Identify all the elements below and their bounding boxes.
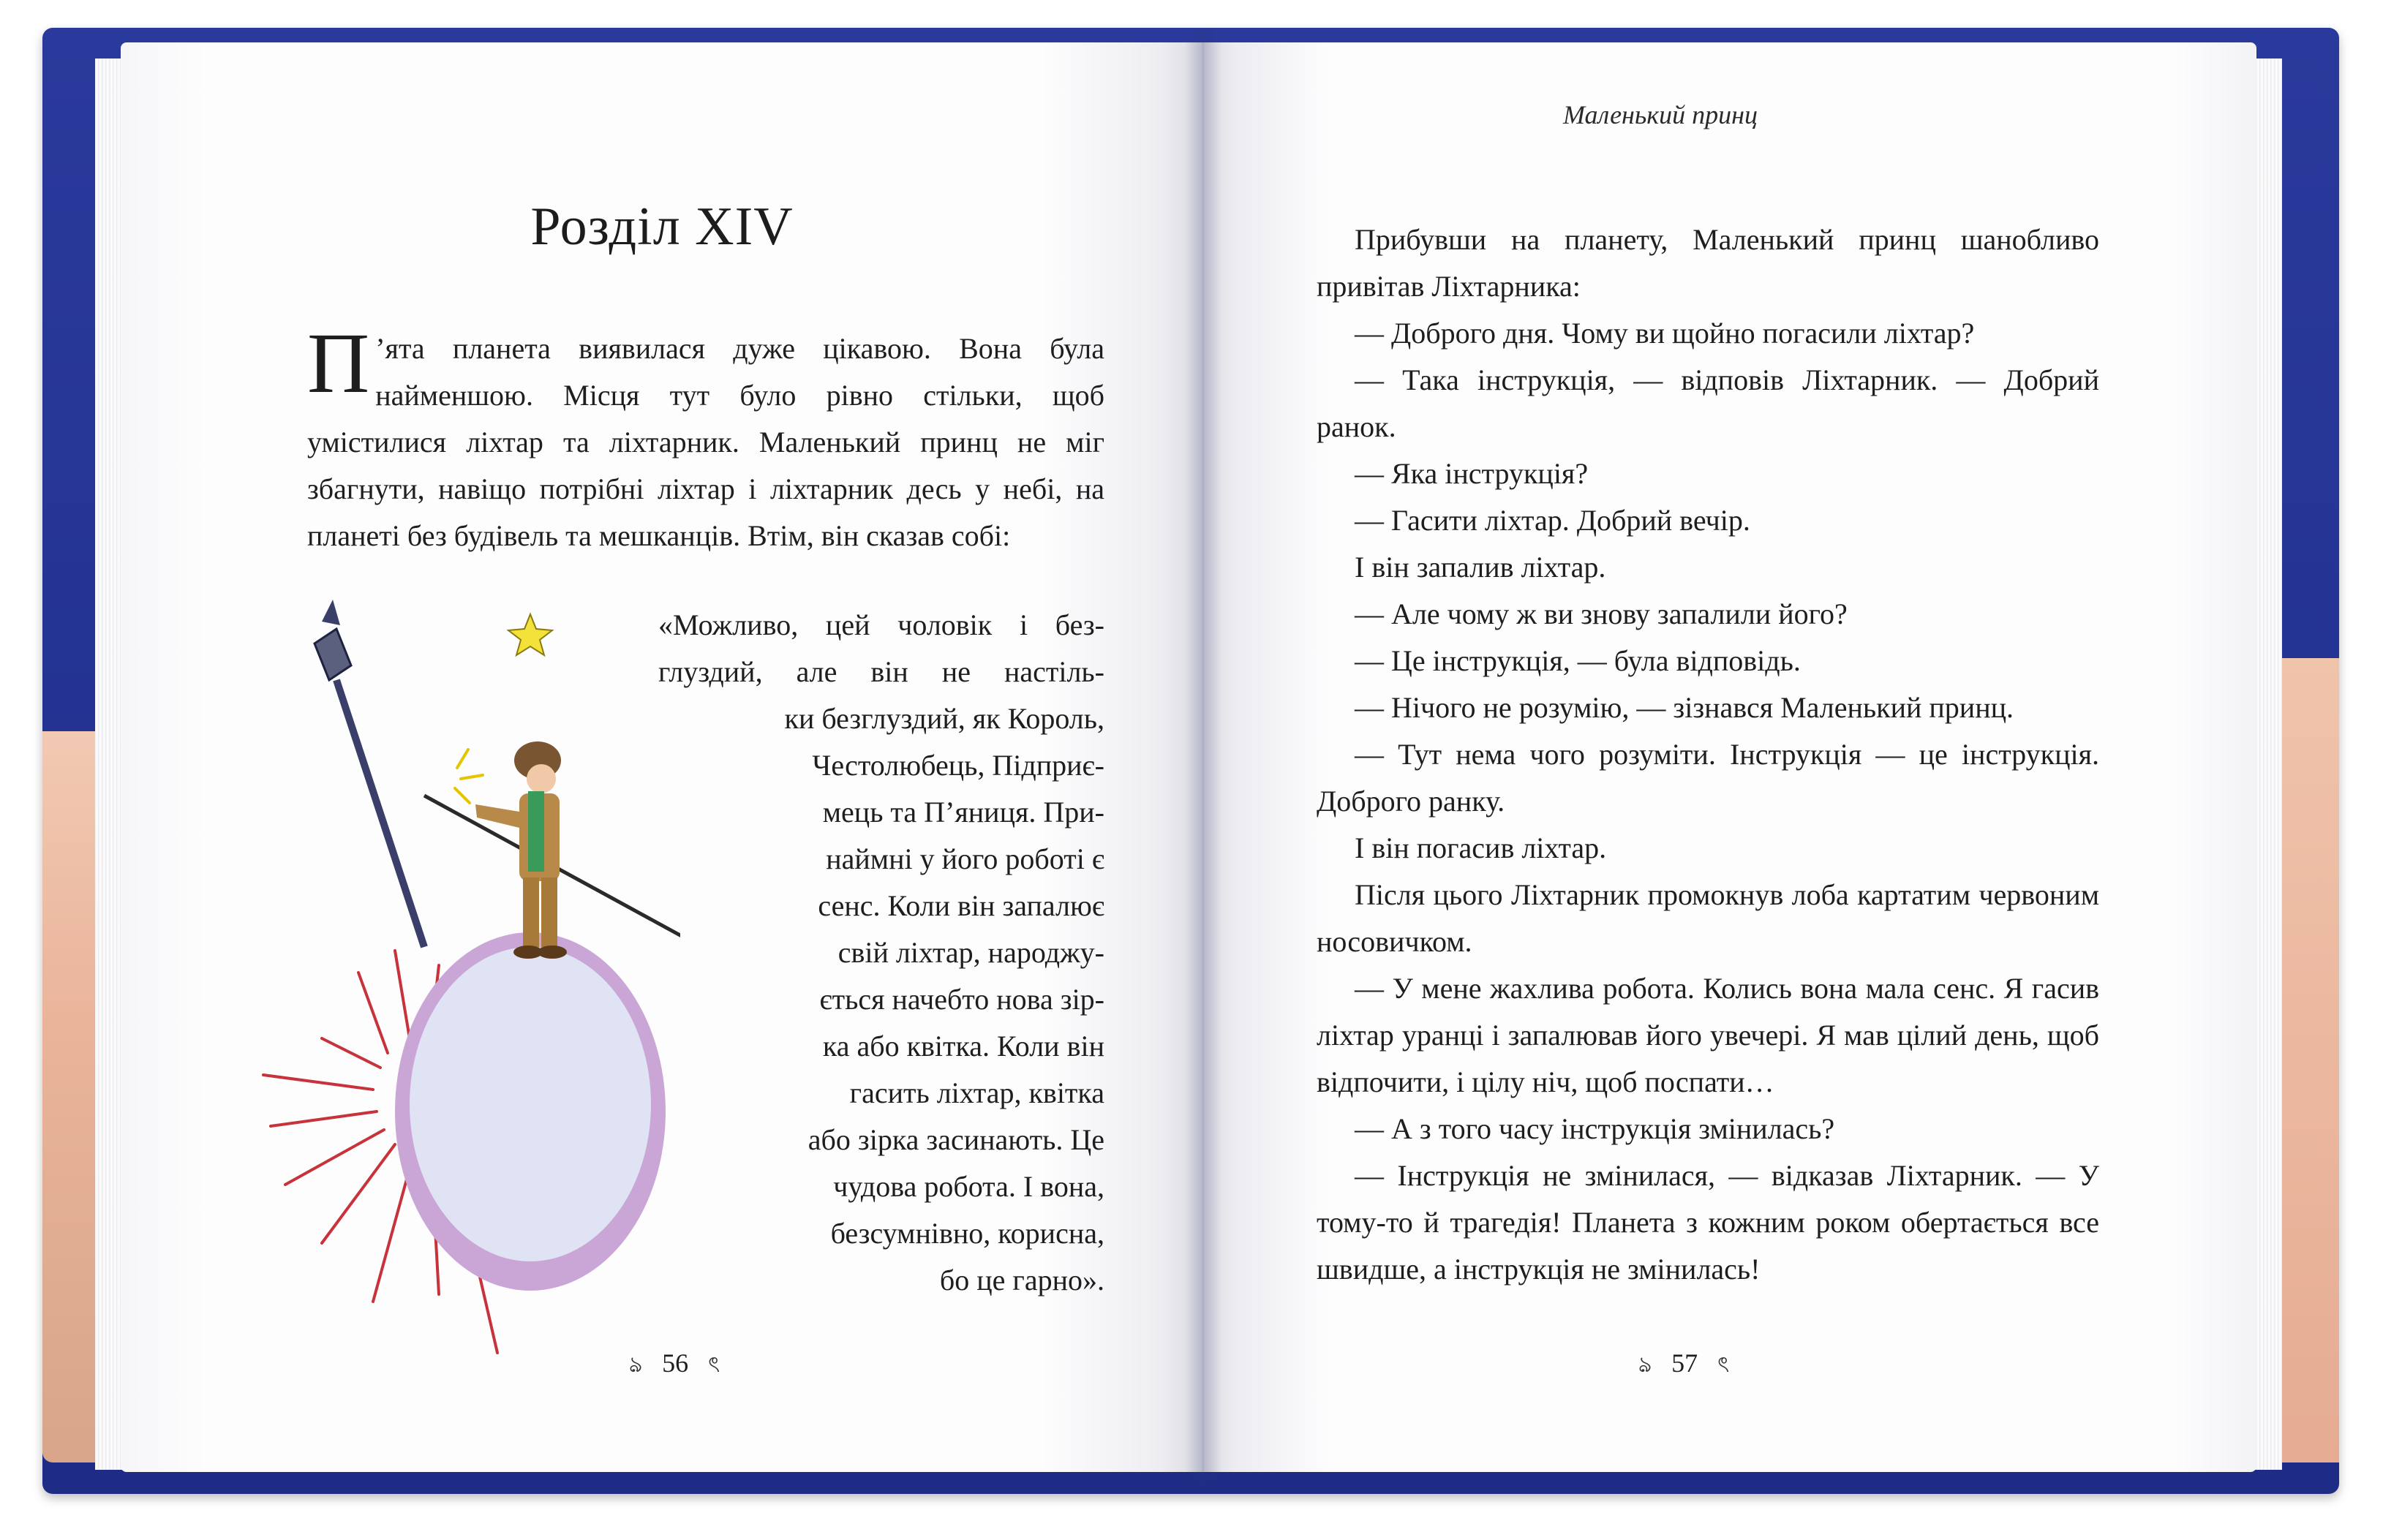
lamplighter-figure xyxy=(475,741,567,959)
column-line: Честолюбець, Підприє- xyxy=(812,749,1104,782)
column-line: чудова робота. І вона, xyxy=(833,1170,1104,1203)
paragraph: — Нічого не розумію, — зізнався Маленький принц. xyxy=(1355,691,2014,724)
lamplighter-illustration xyxy=(241,600,680,1375)
left-intro-paragraph xyxy=(307,315,1104,559)
folio-ornament-left-icon: ঌ xyxy=(629,1353,643,1377)
column-line: наймні у його роботі є xyxy=(826,842,1104,875)
paragraph: — Яка інструкція? xyxy=(1355,457,1589,490)
star-icon xyxy=(508,614,552,655)
folio-ornament-left-icon: ঌ xyxy=(1638,1353,1652,1377)
page-number-right xyxy=(1638,1347,1729,1384)
page-number-left-value: 56 xyxy=(662,1348,689,1378)
column-line: бо це гарно». xyxy=(939,1264,1104,1296)
column-line: або зірка засинають. Це xyxy=(807,1123,1104,1156)
column-line: свій ліхтар, народжу- xyxy=(837,936,1104,969)
column-line: «Можливо, цей чоловік і без- xyxy=(658,608,1104,641)
paragraph: — Гасити ліхтар. Добрий вечір. xyxy=(1355,504,1750,537)
column-line: ка або квітка. Коли він xyxy=(822,1030,1104,1062)
paragraph: І він запалив ліхтар. xyxy=(1355,551,1606,584)
lamp-flame xyxy=(455,750,483,803)
column-line: ється начебто нова зір- xyxy=(819,983,1104,1016)
paragraph: — Така інструкція, — відповів Ліхтарник. — Добрий ранок. xyxy=(1317,363,2099,443)
chapter-title: Розділ XIV xyxy=(530,197,794,257)
intro-text: ’ята планета виявилася дуже цікавою. Вона була найменшою. Місця тут було рівно стільки, щоб умістилися ліхтар та ліхтарник. Маленький принц не міг збагнути, навіщо потрібні ліхтар і ліхтарник десь у небі, на планеті без будівель та мешканців. Втім, він сказав собі: xyxy=(307,332,1104,552)
column-line: сенс. Коли він запалює xyxy=(818,889,1104,922)
lamp-post xyxy=(336,680,424,947)
column-line: гасить ліхтар, квітка xyxy=(849,1076,1104,1109)
paragraph: Після цього Ліхтарник промокнув лоба картатим червоним носовичком. xyxy=(1317,878,2099,958)
paragraph: — Але чому ж ви знову запалили його? xyxy=(1355,597,1848,630)
paragraph: — У мене жахлива робота. Колись вона мала сенс. Я гасив ліхтар уранці і запалював його увечері. Я мав цілий день, щоб відпочити, і цілу ніч, щоб поспати… xyxy=(1317,972,2099,1098)
folio-ornament-right-icon: ৎ xyxy=(1717,1353,1730,1377)
paragraph: Прибувши на планету, Маленький принц шанобливо привітав Ліхтарника: xyxy=(1317,223,2099,303)
paragraph: — Тут нема чого розуміти. Інструкція — це інструкція. Доброго ранку. xyxy=(1317,738,2099,818)
paragraph: — Інструкція не змінилася, — відказав Ліхтарник. — У тому-то й трагедія! Планета з кожним роком обертається все швидше, а інструкція не змінилась! xyxy=(1317,1159,2099,1286)
column-line: мець та П’яниця. При- xyxy=(822,796,1104,828)
paragraph: І він погасив ліхтар. xyxy=(1355,831,1607,864)
page-number-left xyxy=(629,1347,720,1384)
left-column-text xyxy=(658,602,1104,1304)
paragraph: — Це інструкція, — була відповідь. xyxy=(1355,644,1801,677)
drop-cap: П xyxy=(307,315,370,411)
paragraph: — А з того часу інструкція змінилась? xyxy=(1355,1112,1835,1145)
running-head: Маленький принц xyxy=(1563,100,1758,129)
right-page-text xyxy=(1317,216,2099,1293)
folio-ornament-right-icon: ৎ xyxy=(708,1353,720,1377)
paragraph: — Доброго дня. Чому ви щойно погасили ліхтар? xyxy=(1355,317,1975,350)
column-line: глуздий, але він не настіль- xyxy=(658,655,1104,688)
page-number-right-value: 57 xyxy=(1671,1348,1698,1378)
column-line: ки безглуздий, як Король, xyxy=(784,702,1104,735)
lamp-icon xyxy=(315,629,351,680)
column-line: безсумнівно, корисна, xyxy=(830,1217,1104,1250)
